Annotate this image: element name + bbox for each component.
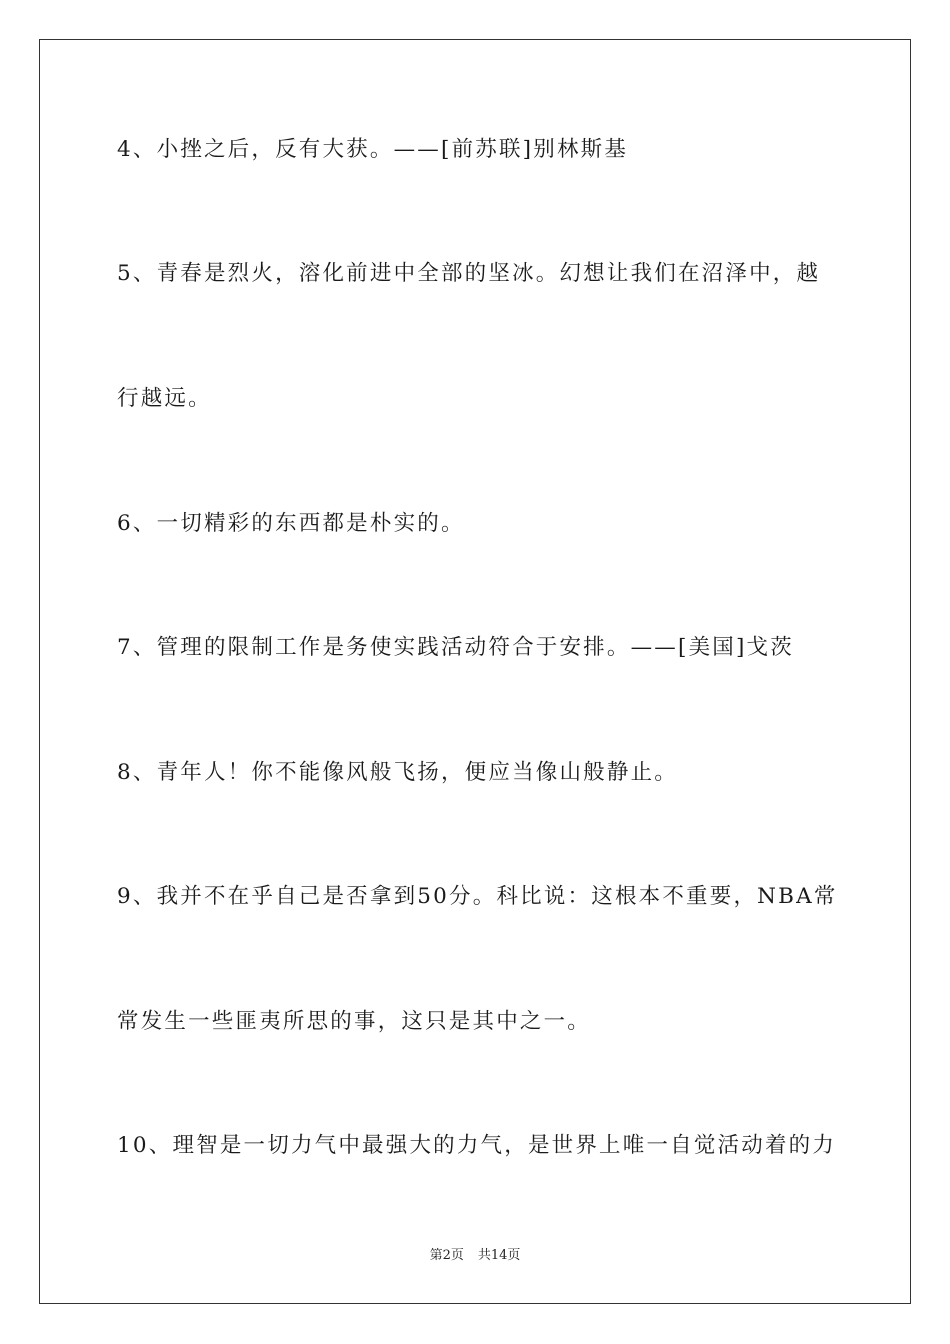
total-pages: 共14页 — [477, 1248, 521, 1263]
page-border — [39, 39, 911, 1304]
page-number: 第2页 — [429, 1248, 464, 1263]
paragraph-line: 8、青年人！你不能像风般飞扬，便应当像山般静止。 — [117, 760, 678, 785]
paragraph-line: 4、小挫之后，反有大获。——[前苏联]别林斯基 — [117, 137, 629, 162]
paragraph-line: 6、一切精彩的东西都是朴实的。 — [117, 511, 465, 536]
paragraph-line: 常发生一些匪夷所思的事，这只是其中之一。 — [117, 1009, 592, 1034]
paragraph-line: 10、理智是一切力气中最强大的力气，是世界上唯一自觉活动着的力 — [117, 1133, 837, 1158]
paragraph-line: 5、青春是烈火，溶化前进中全部的坚冰。幻想让我们在沼泽中，越 — [117, 261, 821, 286]
paragraph-line: 7、管理的限制工作是务使实践活动符合于安排。——[美国]戈茨 — [117, 635, 794, 660]
page-footer — [0, 1247, 950, 1265]
paragraph-line: 行越远。 — [117, 386, 212, 411]
paragraph-line: 9、我并不在乎自己是否拿到50分。科比说：这根本不重要，NBA常 — [117, 884, 838, 909]
